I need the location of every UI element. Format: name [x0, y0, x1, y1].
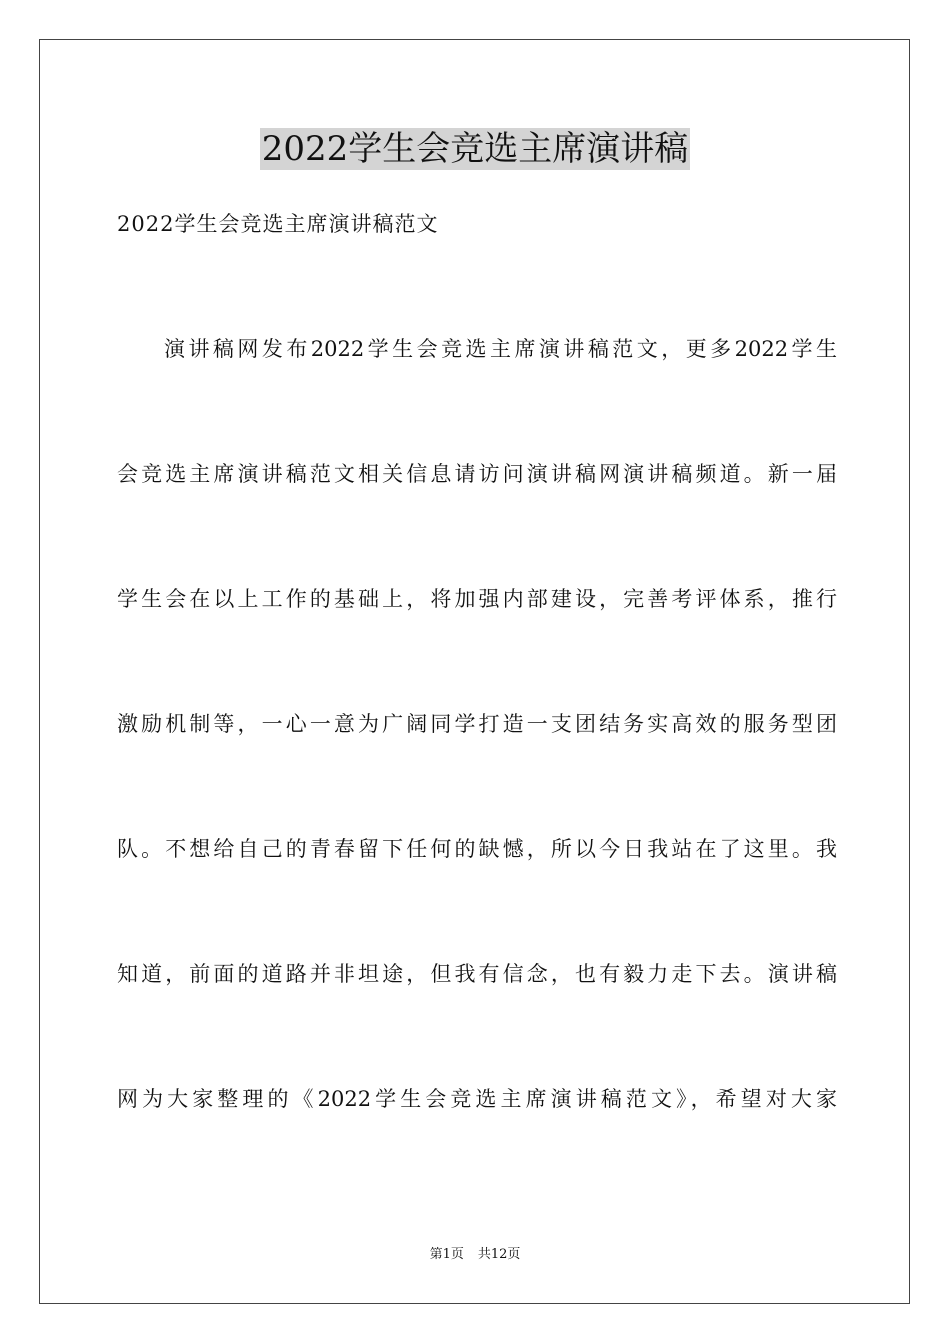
body-line: 队。不想给自己的青春留下任何的缺憾，所以今日我站在了这里。我: [117, 837, 837, 861]
body-line: 知道，前面的道路并非坦途，但我有信念，也有毅力走下去。演讲稿: [117, 962, 837, 986]
body-line: 网为大家整理的《2022学生会竞选主席演讲稿范文》，希望对大家: [117, 1087, 837, 1111]
document-title: [0, 128, 950, 170]
body-line: 演讲稿网发布2022学生会竞选主席演讲稿范文，更多2022学生: [164, 337, 837, 361]
body-line: 学生会在以上工作的基础上，将加强内部建设，完善考评体系，推行: [117, 587, 837, 611]
page-number-total: 共12页: [477, 1247, 521, 1262]
page-footer: [0, 1246, 950, 1264]
body-line: 会竞选主席演讲稿范文相关信息请访问演讲稿网演讲稿频道。新一届: [117, 462, 837, 486]
page-number-current: 第1页: [429, 1247, 464, 1262]
document-title-text: 2022学生会竞选主席演讲稿: [261, 129, 689, 169]
body-line: 激励机制等，一心一意为广阔同学打造一支团结务实高效的服务型团: [117, 712, 837, 736]
document-subtitle: 2022学生会竞选主席演讲稿范文: [117, 212, 439, 236]
